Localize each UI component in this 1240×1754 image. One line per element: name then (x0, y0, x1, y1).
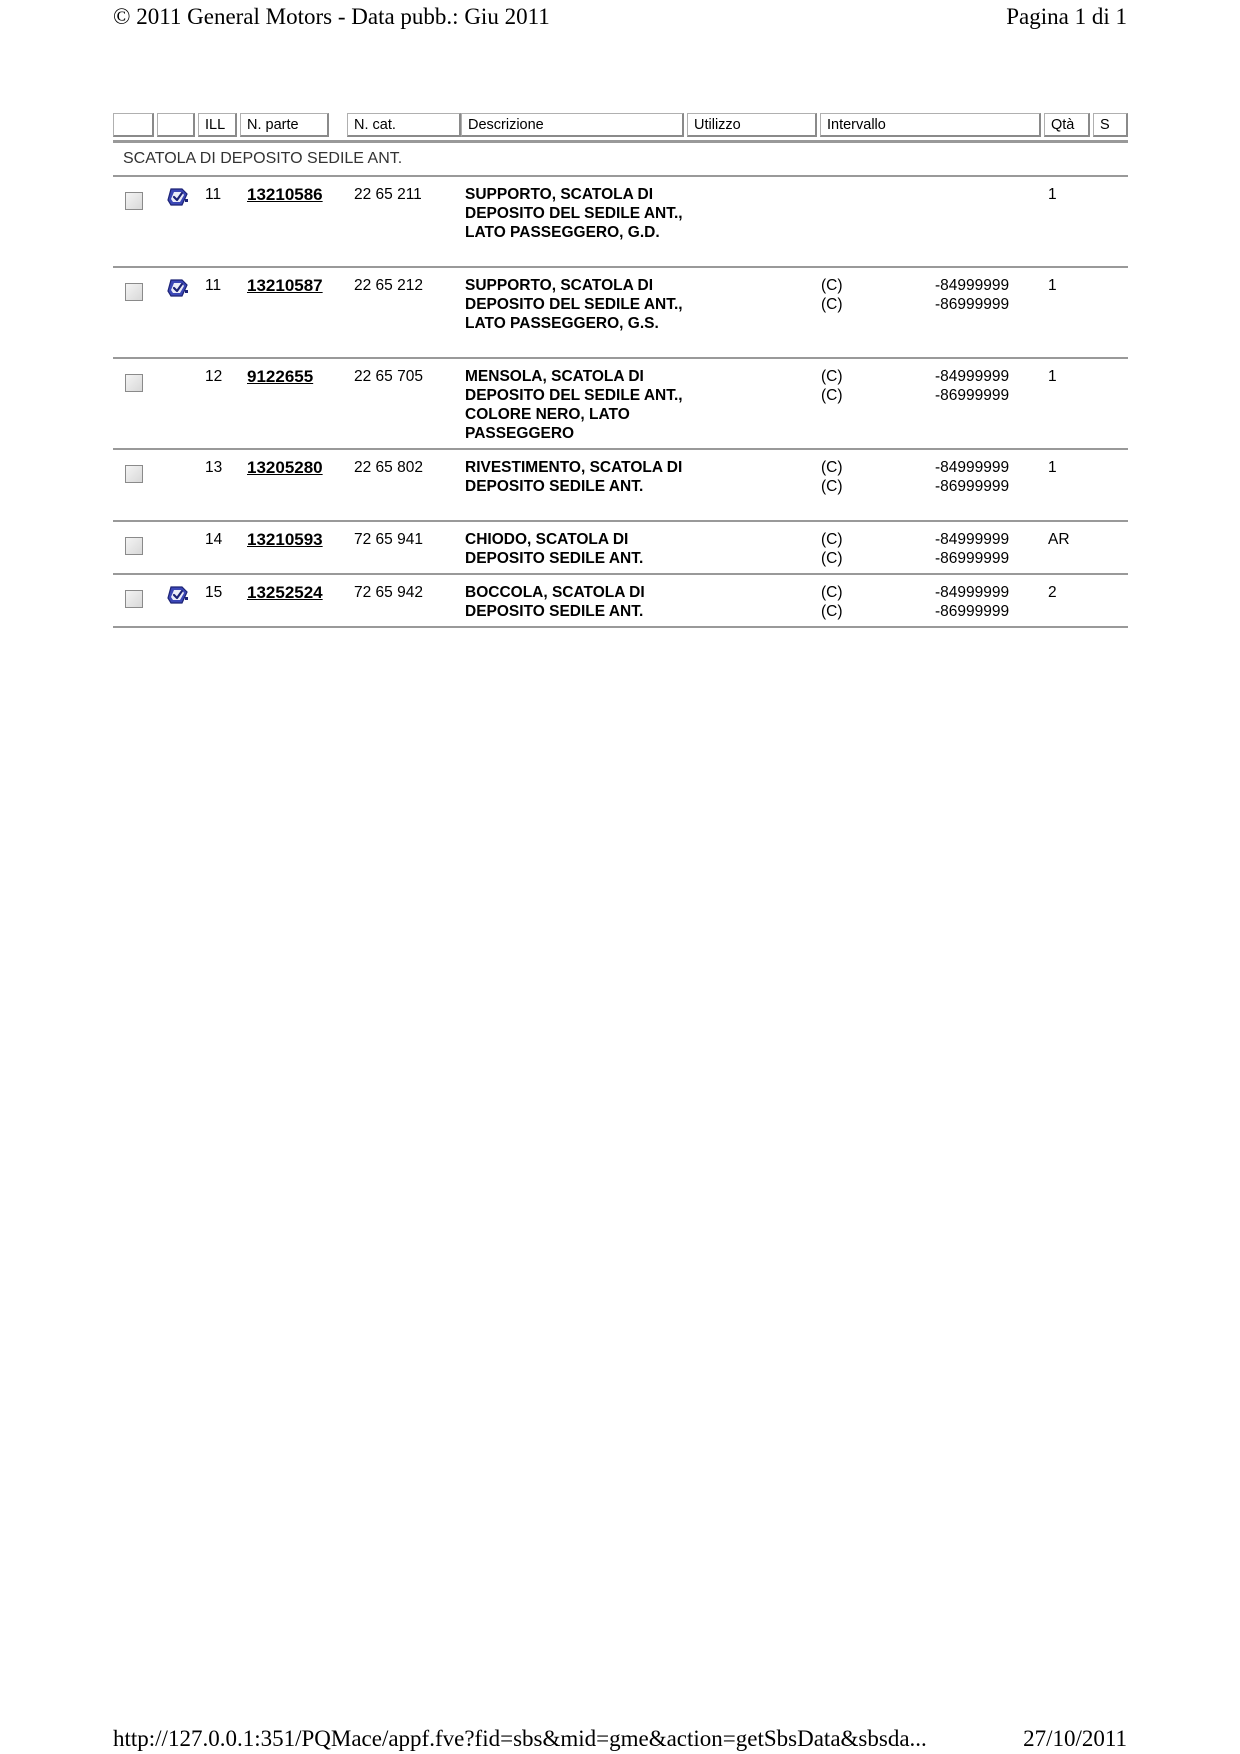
ill-number: 15 (205, 584, 223, 601)
catalog-number: 22 65 211 (354, 186, 422, 203)
interval-cell (821, 276, 1051, 314)
interval-line (821, 530, 1051, 549)
table-row (113, 575, 1128, 628)
interval-range: -84999999 (935, 368, 1010, 385)
part-number-link[interactable]: 13210587 (247, 276, 323, 295)
table-row (113, 450, 1128, 522)
ill-number: 11 (205, 277, 222, 294)
interval-range: -84999999 (935, 459, 1010, 476)
interval-line (821, 276, 1051, 295)
quantity: 1 (1048, 277, 1057, 294)
interval-code: (C) (821, 550, 843, 567)
copyright-text: © 2011 General Motors - Data pubb.: Giu 2011 (113, 4, 550, 29)
part-number-link[interactable]: 13210586 (247, 185, 323, 204)
interval-range: -86999999 (935, 550, 1010, 567)
ill-number: 13 (205, 459, 223, 476)
interval-cell (821, 583, 1051, 621)
quantity: 2 (1048, 584, 1057, 601)
interval-cell (821, 367, 1051, 405)
header-ill[interactable]: ILL (198, 113, 237, 137)
interval-line (821, 477, 1051, 496)
ill-number: 11 (205, 186, 222, 203)
print-footer (113, 1724, 1127, 1754)
row-select-checkbox[interactable] (125, 465, 143, 483)
part-description: MENSOLA, SCATOLA DI DEPOSITO DEL SEDILE ANT., COLORE NERO, LATO PASSEGGERO (465, 368, 683, 442)
interval-code: (C) (821, 277, 843, 294)
part-description: CHIODO, SCATOLA DI DEPOSITO SEDILE ANT. (465, 531, 644, 567)
footer-url: http://127.0.0.1:351/PQMace/appf.fve?fid=sbs&mid=gme&action=getSbsData&sbsda... (113, 1726, 927, 1751)
interval-range: -86999999 (935, 603, 1010, 620)
ill-number: 12 (205, 368, 223, 385)
interval-code: (C) (821, 459, 843, 476)
interval-cell (821, 458, 1051, 496)
header-s[interactable]: S (1093, 113, 1128, 137)
header-part-number[interactable]: N. parte (240, 113, 329, 137)
interval-range: -84999999 (935, 277, 1010, 294)
interval-range: -86999999 (935, 478, 1010, 495)
part-number-link[interactable]: 13205280 (247, 458, 323, 477)
interval-code: (C) (821, 296, 843, 313)
catalog-number: 72 65 942 (354, 584, 423, 601)
quantity: 1 (1048, 368, 1057, 385)
interval-cell (821, 530, 1051, 568)
interval-code: (C) (821, 387, 843, 404)
row-select-checkbox[interactable] (125, 283, 143, 301)
ill-number: 14 (205, 531, 223, 548)
print-header (113, 2, 1127, 32)
quantity: AR (1048, 531, 1070, 548)
interval-range: -84999999 (935, 584, 1010, 601)
interval-code: (C) (821, 531, 843, 548)
catalog-number: 22 65 802 (354, 459, 423, 476)
parts-table (113, 113, 1128, 628)
catalog-number: 72 65 941 (354, 531, 423, 548)
quantity: 1 (1048, 459, 1057, 476)
header-description[interactable]: Descrizione (461, 113, 684, 137)
row-select-checkbox[interactable] (125, 374, 143, 392)
interval-code: (C) (821, 478, 843, 495)
interval-line (821, 549, 1051, 568)
note-icon[interactable] (165, 583, 191, 607)
interval-line (821, 367, 1051, 386)
catalog-number: 22 65 705 (354, 368, 423, 385)
header-catalog-number[interactable]: N. cat. (347, 113, 461, 137)
note-icon[interactable] (165, 185, 191, 209)
interval-line (821, 583, 1051, 602)
header-select-column[interactable] (113, 113, 154, 137)
row-select-checkbox[interactable] (125, 537, 143, 555)
table-row (113, 522, 1128, 575)
note-icon[interactable] (165, 276, 191, 300)
row-select-checkbox[interactable] (125, 590, 143, 608)
interval-range: -86999999 (935, 296, 1010, 313)
quantity: 1 (1048, 186, 1057, 203)
header-usage[interactable]: Utilizzo (687, 113, 817, 137)
part-number-link[interactable]: 13210593 (247, 530, 323, 549)
parts-rows (113, 177, 1128, 628)
interval-line (821, 602, 1051, 621)
header-interval[interactable]: Intervallo (820, 113, 1041, 137)
interval-line (821, 458, 1051, 477)
interval-range: -84999999 (935, 531, 1010, 548)
part-description: SUPPORTO, SCATOLA DI DEPOSITO DEL SEDILE ANT., LATO PASSEGGERO, G.S. (465, 277, 683, 332)
part-number-link[interactable]: 9122655 (247, 367, 314, 386)
table-row (113, 177, 1128, 268)
table-row (113, 268, 1128, 359)
part-description: RIVESTIMENTO, SCATOLA DI DEPOSITO SEDILE ANT. (465, 459, 683, 495)
interval-code: (C) (821, 584, 843, 601)
interval-line (821, 386, 1051, 405)
part-description: BOCCOLA, SCATOLA DI DEPOSITO SEDILE ANT. (465, 584, 645, 620)
part-number-link[interactable]: 13252524 (247, 583, 323, 602)
table-header (113, 113, 1128, 143)
page-number: Pagina 1 di 1 (1006, 4, 1127, 29)
header-quantity[interactable]: Qtà (1044, 113, 1090, 137)
interval-line (821, 295, 1051, 314)
row-select-checkbox[interactable] (125, 192, 143, 210)
header-notes-column[interactable] (157, 113, 195, 137)
part-description: SUPPORTO, SCATOLA DI DEPOSITO DEL SEDILE ANT., LATO PASSEGGERO, G.D. (465, 186, 683, 241)
interval-range: -86999999 (935, 387, 1010, 404)
interval-code: (C) (821, 368, 843, 385)
interval-code: (C) (821, 603, 843, 620)
footer-date: 27/10/2011 (1023, 1726, 1127, 1751)
catalog-number: 22 65 212 (354, 277, 423, 294)
group-title: SCATOLA DI DEPOSITO SEDILE ANT. (113, 143, 1128, 177)
table-row (113, 359, 1128, 450)
